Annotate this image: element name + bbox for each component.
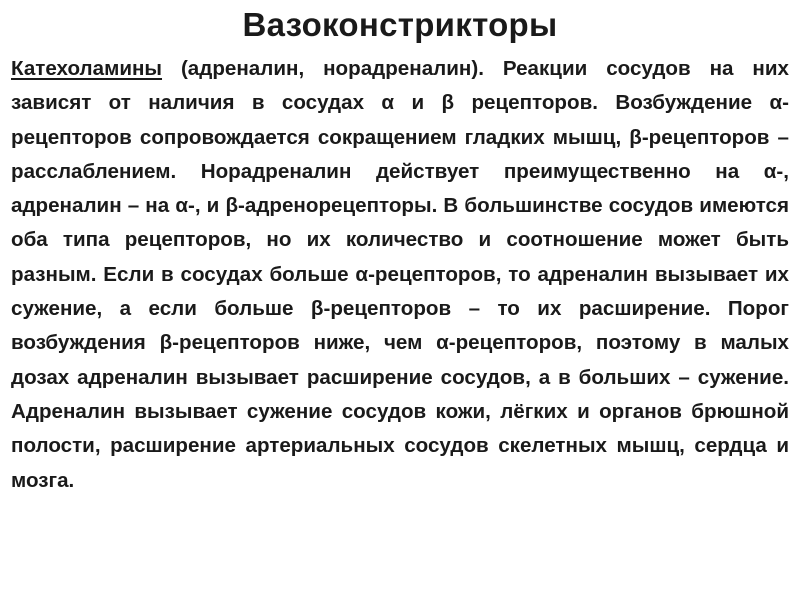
- term-catecholamines: Катехоламины: [11, 57, 163, 80]
- body-paragraph: [11, 52, 789, 498]
- slide-title: Вазоконстрикторы: [242, 6, 558, 43]
- body-text: (адреналин, норадреналин). Реакции сосудов на них зависят от наличия в сосудах α и β рецепторов. Возбуждение α-рецепторов сопровождается сокращением гладких мышц, β-рецепторов – расслаблением. Норадреналин действует преимущественно на α-, адреналин – на α-, и β-адренорецепторы. В большинстве сосудов имеются оба типа рецепторов, но их количество и соотношение может быть разным. Если в сосудах больше α-рецепторов, то адреналин вызывает их сужение, а если больше β-рецепторов – то их расширение. Порог возбуждения β-рецепторов ниже, чем α-рецепторов, поэтому в малых дозах адреналин вызывает расширение сосудов, а в больших – сужение. Адреналин вызывает сужение сосудов кожи, лёгких и органов брюшной полости, расширение артериальных сосудов скелетных мышц, сердца и мозга.: [11, 57, 789, 492]
